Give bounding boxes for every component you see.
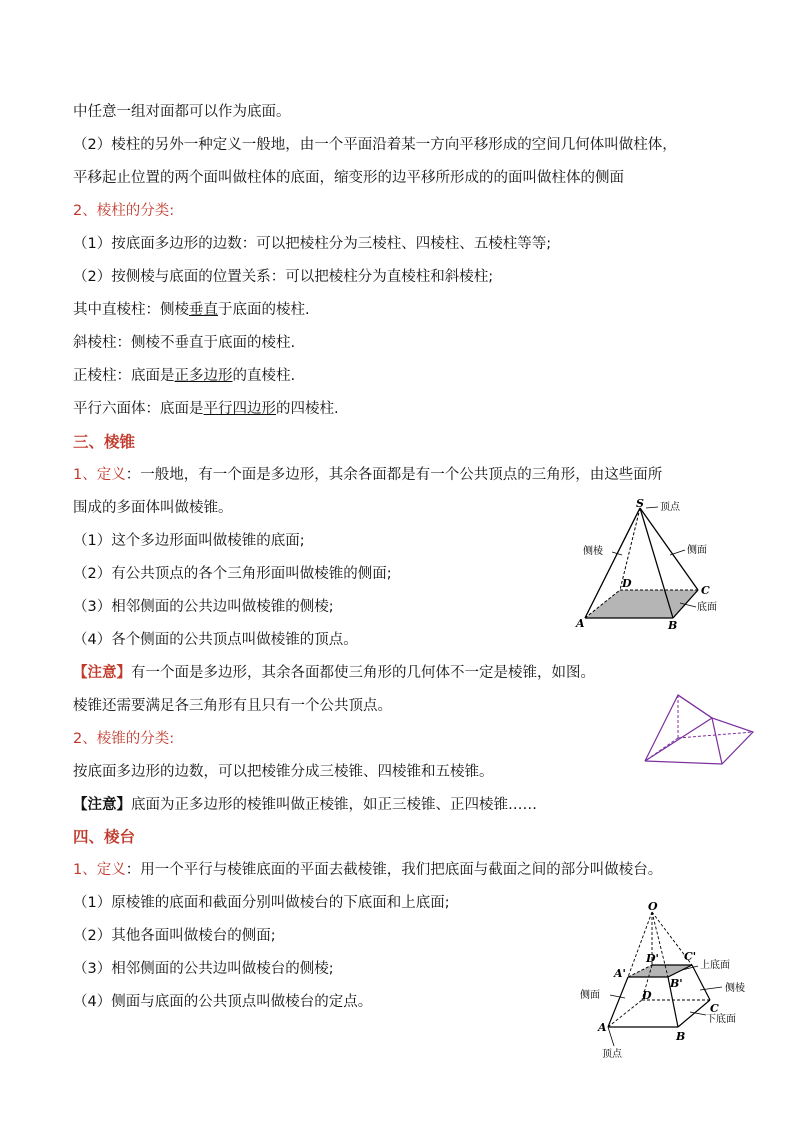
note-label: 【注意】 <box>73 797 131 813</box>
label-B: B <box>668 619 678 632</box>
text-line <box>73 663 595 683</box>
label-upper-base: 上底面 <box>700 960 730 971</box>
label-S: S <box>636 497 644 510</box>
text-line: 中任意一组对面都可以作为底面。 <box>73 104 291 120</box>
subheading: 2、棱柱的分类: <box>73 203 175 219</box>
edge <box>712 718 722 764</box>
text-span: ：用一个平行与棱锥底面的平面去截棱锥，我们把底面与截面之间的部分叫做棱台。 <box>125 862 663 878</box>
text-span: 平行六面体：底面是 <box>73 401 204 417</box>
label-D: D <box>642 989 652 1002</box>
section-heading-frustum: 四、棱台 <box>73 828 136 846</box>
text-line: （1）这个多边形面叫做棱锥的底面; <box>73 533 305 549</box>
label-C-prime: C' <box>684 950 697 963</box>
text-line: 棱锥还需要满足各三角形有且只有一个公共顶点。 <box>73 698 392 714</box>
text-line: （1）按底面多边形的边数：可以把棱柱分为三棱柱、四棱柱、五棱柱等等; <box>73 236 552 252</box>
underlined-term: 垂直 <box>189 302 218 318</box>
text-span: 正棱柱：底面是 <box>73 368 175 384</box>
label-lateral-edge: 侧棱 <box>725 983 745 994</box>
text-span: ：一般地，有一个面是多边形，其余各面都是有一个公共顶点的三角形，由这些面所 <box>125 467 663 483</box>
leader-line <box>610 995 625 998</box>
text-line: （4）各个侧面的公共顶点叫做棱锥的顶点。 <box>73 632 358 648</box>
text-line <box>73 399 339 419</box>
label-D-prime: D' <box>646 952 659 965</box>
text-line <box>73 366 295 386</box>
text-span: 的四棱柱. <box>276 401 339 417</box>
label-A: A <box>598 1021 607 1034</box>
label-O: O <box>648 900 658 913</box>
label-C: C <box>710 1002 719 1015</box>
text-line <box>73 860 662 880</box>
edge <box>678 695 712 718</box>
leader-line <box>646 507 658 508</box>
section-heading-pyramid: 三、棱锥 <box>73 433 136 451</box>
text-span: 其中直棱柱：侧棱 <box>73 302 189 318</box>
text-line: （3）相邻侧面的公共边叫做棱锥的侧棱; <box>73 599 334 615</box>
label-B-prime: B' <box>670 977 683 990</box>
text-line: （2）其他各面叫做棱台的侧面; <box>73 928 276 944</box>
text-line: 围成的多面体叫做棱锥。 <box>73 500 233 516</box>
label-lateral-edge: 侧棱 <box>583 546 603 557</box>
text-line <box>73 795 537 815</box>
label-B: B <box>676 1030 686 1043</box>
text-line: （4）侧面与底面的公共顶点叫做棱台的定点。 <box>73 994 373 1010</box>
definition-label: 1、定义 <box>73 862 126 878</box>
pyramid-figure <box>570 495 730 635</box>
outline <box>645 695 753 764</box>
label-A: A <box>576 617 585 630</box>
leader-line <box>608 1027 614 1046</box>
label-lateral-face: 侧面 <box>580 990 600 1001</box>
text-line: 按底面多边形的边数，可以把棱锥分成三棱锥、四棱锥和五棱锥。 <box>73 764 494 780</box>
text-span: 底面为正多边形的棱锥叫做正棱锥，如正三棱锥、正四棱锥…… <box>131 797 537 813</box>
text-span: 于底面的棱柱. <box>218 302 310 318</box>
text-line: （3）相邻侧面的公共边叫做棱台的侧棱; <box>73 961 334 977</box>
text-line: （2）棱柱的另外一种定义一般地，由一个平面沿着某一方向平移形成的空间几何体叫做柱体， <box>73 137 677 153</box>
definition-label: 1、定义 <box>73 467 126 483</box>
label-A-prime: A' <box>614 967 626 980</box>
text-span: 有一个面是多边形，其余各面都使三角形的几何体不一定是棱锥，如图。 <box>131 665 595 681</box>
text-line: 斜棱柱：侧棱不垂直于底面的棱柱. <box>73 335 296 351</box>
text-line <box>73 300 310 320</box>
label-apex: 顶点 <box>660 502 680 513</box>
label-lower-base: 下底面 <box>706 1014 736 1025</box>
label-lateral-face: 侧面 <box>687 545 707 556</box>
note-label: 【注意】 <box>73 665 131 681</box>
text-line <box>73 465 662 485</box>
text-line: （2）有公共顶点的各个三角形面叫做棱锥的侧面; <box>73 566 392 582</box>
text-line: 平移起止位置的两个面叫做柱体的底面，缩变形的边平移所形成的的面叫做柱体的侧面 <box>73 170 624 186</box>
text-span: 的直棱柱. <box>232 368 296 384</box>
text-line: （1）原棱锥的底面和截面分别叫做棱台的下底面和上底面; <box>73 895 450 911</box>
upper-base-shade <box>628 965 692 977</box>
frustum-figure <box>570 900 770 1065</box>
edge <box>645 718 712 761</box>
label-vertex: 顶点 <box>602 1049 622 1060</box>
label-base: 底面 <box>697 602 717 613</box>
counterexample-figure <box>640 688 760 768</box>
subheading: 2、棱锥的分类: <box>73 731 175 747</box>
text-line: （2）按侧棱与底面的位置关系：可以把棱柱分为直棱柱和斜棱柱; <box>73 269 494 285</box>
underlined-term: 平行四边形 <box>203 401 276 417</box>
label-C: C <box>701 584 710 597</box>
underlined-term: 正多边形 <box>174 368 233 384</box>
label-D: D <box>622 577 632 590</box>
